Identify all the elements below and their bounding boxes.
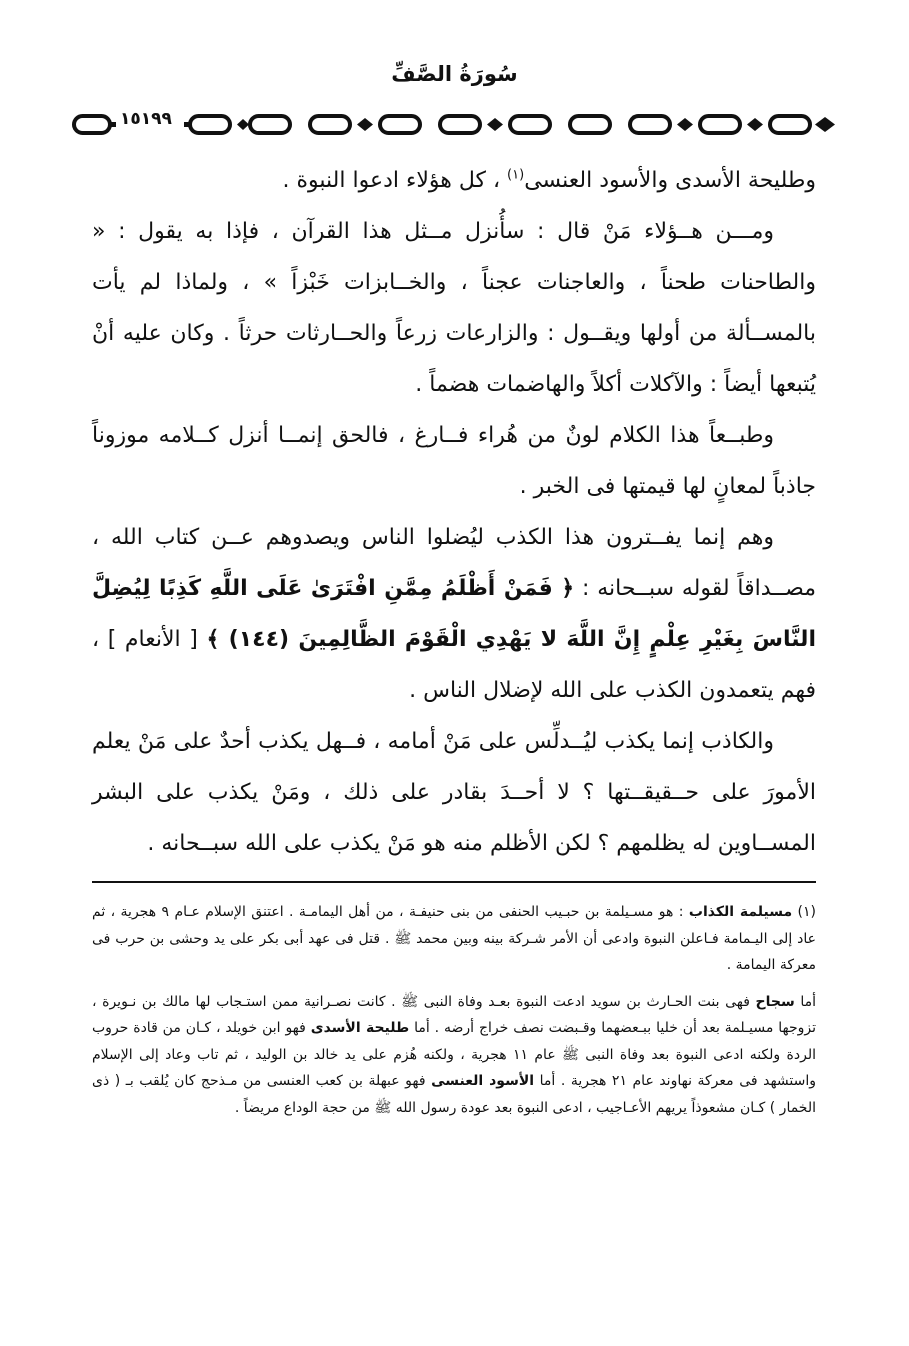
paragraph-3: وطبــعاً هذا الكلام لونٌ من هُراء فــارغ ، فالحق إنمــا أنزل كــلامه موزوناً جاذباً لمعانٍ لها قيمتها فى الخبر . xyxy=(92,423,816,499)
footnote-divider xyxy=(92,881,816,883)
main-text xyxy=(92,155,816,869)
paragraph-5: والكاذب إنما يكذب ليُــدلِّس على مَنْ أمامه ، فــهل يكذب أحدٌ على مَنْ يعلم الأمورَ على حــقيقــتها ؟ لا أحــدَ بقادر على ذلك ، ومَنْ يكذب على البشر المســاوين له يظلمهم ؟ لكن الأظلم منه هو مَنْ يكذب على الله سبــحانه . xyxy=(92,729,816,856)
decorative-border xyxy=(70,110,840,140)
paragraph-1: وطليحة الأسدى والأسود العنسى$^{(١)}$ ، كل هؤلاء ادعوا النبوة . xyxy=(282,167,816,193)
footnotes xyxy=(92,899,816,1131)
quran-verse: ﴿ فَمَنْ أَظْلَمُ مِمَّنِ افْتَرَىٰ عَلَى اللَّهِ كَذِبًا لِيُضِلَّ النَّاسَ بِغَيْرِ عِلْمٍ إِنَّ اللَّهَ لا يَهْدِي الْقَوْمَ الظَّالِمِينَ (١٤٤) ﴾ xyxy=(92,576,816,652)
footnote-1: (١) مسيلمة الكذاب : هو مسـيلمة بن حبـيب الحنفى من بنى حنيفـة ، من أهل اليمامـة . اعتنق الإسلام عـام ٩ هجرية ، ثم عاد إلى اليـمامة فـاعلن النبوة وادعى أن الأمر شـركة بينه وبين محمد ﷺ . قتل فى عهد أبى بكر على يد وحشى بن حرب فى معركة اليمامة . xyxy=(92,904,816,973)
paragraph-4: وهم إنما يفــترون هذا الكذب ليُضلوا الناس ويصدوهم عــن كتاب الله ، مصــداقاً لقوله سبــحانه : ﴿ فَمَنْ أَظْلَمُ مِمَّنِ افْتَرَىٰ عَلَى اللَّهِ كَذِبًا لِيُضِلَّ النَّاسَ بِغَيْرِ عِلْمٍ إِنَّ اللَّهَ لا يَهْدِي الْقَوْمَ الظَّالِمِينَ (١٤٤) ﴾ [ الأنعام ] ، فهم يتعمدون الكذب على الله لإضلال الناس . xyxy=(92,525,816,703)
footnote-ref: (١) xyxy=(507,167,525,183)
paragraph-2: ومـــن هــؤلاء مَنْ قال : سأُنزل مــثل هذا القرآن ، فإذا به يقول : « والطاحنات طحناً ، والعاجنات عجناً ، والخــابزات خَبْزاً » ، ولماذا لم يأت بالمســألة من أولها ويقــول : والزارعات زرعاً والحــارثات حرثاً . وكان عليه أنْ يُتبعها أيضاً : والآكلات أكلاً والهاضمات هضماً . xyxy=(92,219,816,397)
footnote-2: أما سجاح فهى بنت الحـارث بن سويد ادعت النبوة بعـد وفاة النبى ﷺ . كانت نصـرانية ممن استـجاب لها مالك بن نـويرة ، تزوجها مسيـلمة بعد أن خليا ببـعضهما وقـبضت نصف خراج أرضه . أما طليحة الأسدى فهو ابن خويلد ، كـان من قادة حروب الردة ولكنه ادعى النبوة بعد وفاة النبى ﷺ عام ١١ هجرية ، ولكنه هُزم على يد خالد بن الوليد ، ثم تاب وعاد إلى الإسلام واستشهد فى معركة نهاوند عام ٢١ هجرية . أما الأسود العنسى فهو عبهلة بن كعب العنسى من مـذحج كان يُلقب بـ ( ذى الخمار ) كـان مشعوذاً يريهم الأعـاجيب ، ادعى النبوة بعد عودة رسول الله ﷺ من حجة الوداع مريضاً . xyxy=(92,993,816,1116)
page-number: ١٥١٩٩ xyxy=(120,109,172,129)
surah-title: سُورَةُ الصَّفِّ xyxy=(391,62,518,86)
